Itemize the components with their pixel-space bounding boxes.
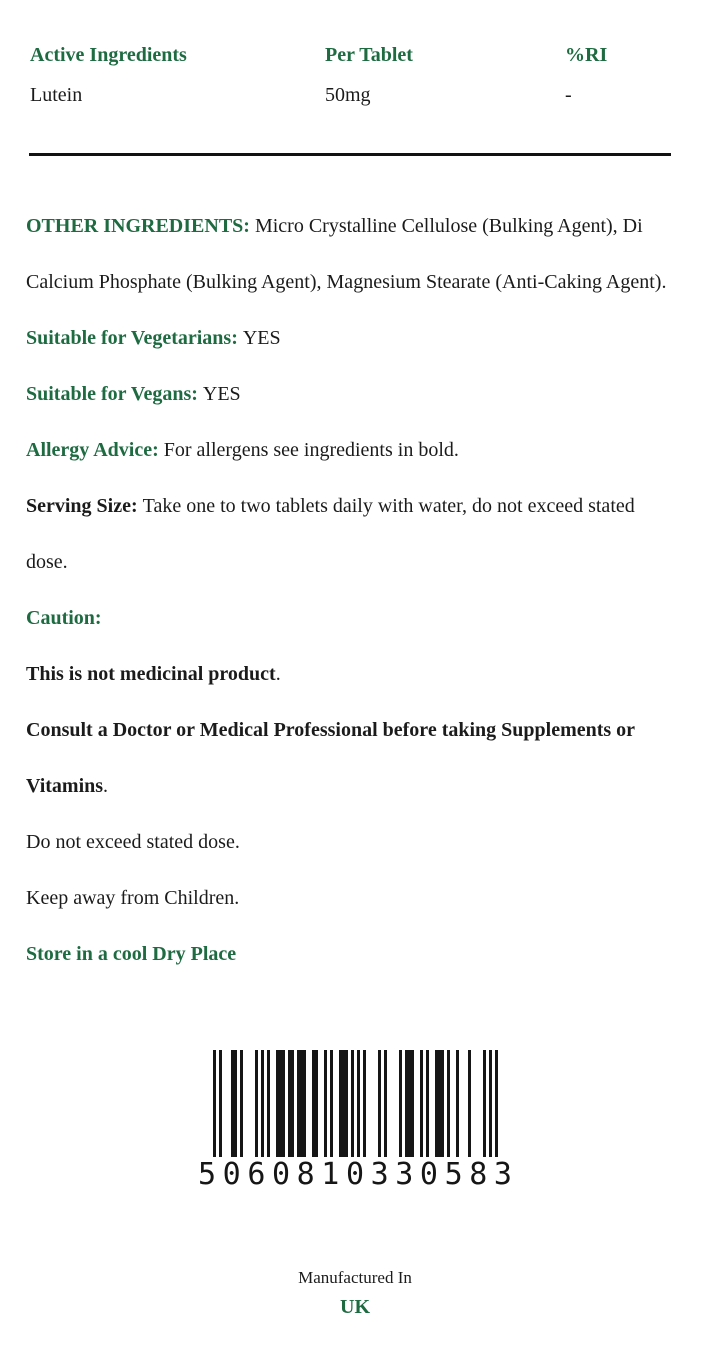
barcode-digit: 0 [345, 1157, 364, 1192]
barcode-digit: 6 [247, 1157, 266, 1192]
barcode-bars [213, 1050, 498, 1157]
barcode-digit: 1 [321, 1157, 340, 1192]
barcode-digit: 3 [493, 1157, 512, 1192]
text-segment: Caution: [26, 607, 102, 629]
text-segment: YES [242, 327, 281, 349]
ingredient-name: Lutein [30, 84, 83, 106]
column-header-active-ingredients: Active Ingredients [30, 44, 187, 66]
text-segment: Vitamins [26, 775, 104, 797]
barcode-number [198, 1157, 512, 1193]
ingredient-row [0, 81, 710, 109]
barcode-digit: 8 [469, 1157, 488, 1192]
label-text-line [26, 758, 698, 814]
label-body-text [26, 198, 698, 982]
text-segment: Micro Crystalline Cellulose (Bulking Agent), Di [254, 215, 643, 237]
label-text-line [26, 254, 698, 310]
barcode-digit: 0 [271, 1157, 291, 1192]
ingredient-ri-value: - [565, 84, 572, 106]
footer [0, 1266, 710, 1320]
text-segment: Take one to two tablets daily with water, do not exceed stated [142, 495, 635, 517]
barcode-digit: 5 [198, 1157, 217, 1192]
text-segment: OTHER INGREDIENTS: [26, 215, 255, 237]
text-segment: . [103, 775, 109, 797]
barcode-digit: 0 [222, 1157, 241, 1192]
barcode-digit: 3 [370, 1157, 389, 1192]
barcode-digit: 0 [419, 1157, 438, 1192]
divider-line [29, 153, 671, 156]
label-text-line [26, 534, 698, 590]
label-text-line [26, 478, 698, 534]
text-segment: Allergy Advice: [26, 439, 164, 461]
label-text-line [26, 198, 698, 254]
manufactured-in-label: Manufactured In [298, 1268, 412, 1287]
text-segment: For allergens see ingredients in bold. [163, 439, 459, 461]
label-text-line [26, 590, 698, 646]
text-segment: dose. [26, 551, 68, 573]
label-text-line [26, 366, 698, 422]
text-segment: This is not medicinal product [26, 663, 276, 685]
label-text-line [26, 926, 698, 982]
text-segment: Consult a Doctor or Medical Professional before taking Supplements or [26, 719, 636, 741]
text-segment: Do not exceed stated dose. [26, 831, 240, 853]
label-text-line [26, 702, 698, 758]
active-ingredients-header-row [0, 41, 710, 69]
label-text-line [26, 646, 698, 702]
ingredient-amount: 50mg [325, 84, 371, 106]
text-segment: Keep away from Children. [26, 887, 240, 909]
text-segment: . [275, 663, 281, 685]
country-label: UK [340, 1296, 370, 1318]
text-segment: YES [202, 383, 241, 405]
text-segment: Serving Size: [26, 495, 143, 517]
text-segment: Suitable for Vegans: [26, 383, 203, 405]
label-text-line [26, 310, 698, 366]
barcode [0, 1050, 710, 1193]
label-text-line [26, 870, 698, 926]
label-text-line [26, 422, 698, 478]
column-header-per-tablet: Per Tablet [325, 44, 413, 66]
barcode-digit: 3 [395, 1157, 414, 1192]
text-segment: Suitable for Vegetarians: [26, 327, 243, 349]
label-text-line [26, 814, 698, 870]
text-segment: Calcium Phosphate (Bulking Agent), Magnesium Stearate (Anti-Caking Agent). [26, 271, 667, 293]
barcode-digit: 8 [296, 1157, 315, 1192]
barcode-digit: 5 [444, 1157, 463, 1192]
text-segment: Store in a cool Dry Place [26, 943, 237, 965]
column-header-percent-ri: %RI [565, 44, 608, 66]
